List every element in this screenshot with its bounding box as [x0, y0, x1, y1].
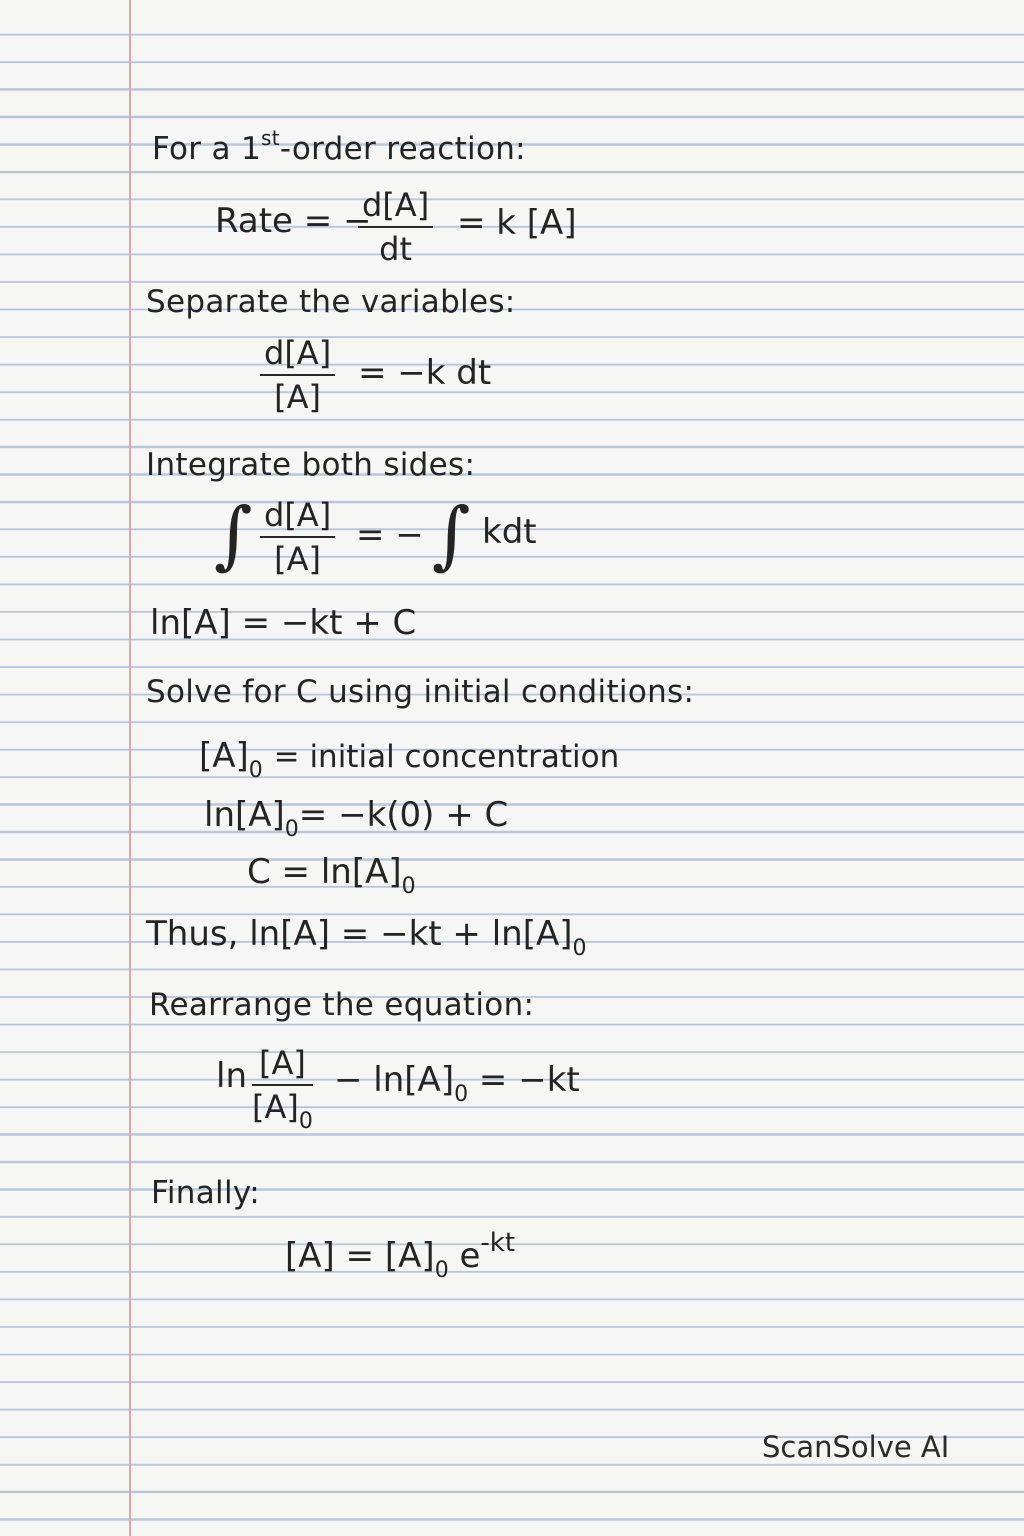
solve-label: Solve for C using initial conditions: [146, 674, 695, 710]
final-equation [285, 1228, 515, 1283]
general-solution: ln[A] = −kt + C [150, 603, 417, 643]
separate-frac-num: d[A] [260, 334, 335, 376]
heading-prefix: For a 1 [152, 131, 261, 167]
heading [152, 126, 526, 167]
integrate-mid: = − [356, 515, 424, 555]
final-a: [A] = [A] [285, 1236, 435, 1276]
rearrange-label: Rearrange the equation: [149, 987, 535, 1023]
rearrange-rhs-b: = −kt [478, 1060, 580, 1100]
final-sub: 0 [434, 1258, 449, 1283]
rearrange-frac-den-sub: 0 [298, 1109, 313, 1134]
integrate-frac-num: d[A] [260, 496, 335, 538]
solve-line-2-a: ln[A] [204, 795, 285, 835]
integrate-frac-den: [A] [274, 540, 322, 578]
watermark-logo: ScanSolve AI [762, 1430, 950, 1464]
integrate-rhs: kdt [482, 512, 537, 552]
rearrange-rhs-a: − ln[A] [334, 1060, 455, 1100]
solve-line-3-sub: 0 [401, 874, 416, 899]
rate-rhs: = k [A] [457, 203, 577, 243]
separate-frac-den: [A] [274, 378, 322, 416]
rate-frac-den: dt [379, 230, 413, 268]
rearrange-fraction [252, 1044, 313, 1134]
rearrange-frac-den [252, 1086, 313, 1134]
solve-line-3 [247, 852, 416, 899]
integral-sign-right: ∫ [432, 492, 471, 578]
solve-line-2 [204, 795, 508, 842]
rearrange-rhs-sub: 0 [454, 1082, 469, 1107]
thus-sub: 0 [572, 936, 587, 961]
rate-frac-num: d[A] [358, 186, 433, 228]
solve-line-1-sub: 0 [248, 758, 263, 783]
final-label: Finally: [151, 1175, 260, 1211]
solve-line-1-a: [A] [199, 736, 249, 776]
integral-sign-left: ∫ [214, 492, 253, 578]
solve-line-2-b: = −k(0) + C [298, 795, 509, 835]
rearrange-ln: ln [216, 1056, 247, 1096]
solve-line-1 [199, 736, 619, 783]
final-exp: -kt [480, 1228, 516, 1258]
rearrange-frac-den-a: [A] [252, 1088, 299, 1126]
solve-line-1-b: = initial concentration [273, 739, 620, 775]
solve-line-3-a: C = ln[A] [247, 852, 402, 892]
integrate-fraction [260, 496, 335, 578]
rate-lhs: Rate = − [215, 201, 372, 241]
separate-label: Separate the variables: [146, 284, 516, 320]
rearrange-rhs [334, 1060, 580, 1107]
integrate-label: Integrate both sides: [146, 447, 476, 483]
separate-rhs: = −k dt [358, 353, 492, 393]
heading-suffix: -order reaction: [279, 131, 526, 167]
solve-line-2-sub: 0 [284, 817, 299, 842]
heading-sup: st [260, 126, 280, 150]
rearrange-frac-num: [A] [252, 1044, 313, 1086]
margin-line [129, 0, 131, 1536]
separate-fraction [260, 334, 335, 416]
final-e: e [459, 1236, 481, 1276]
rate-fraction [358, 186, 433, 268]
thus-equation [146, 914, 586, 961]
thus-a: Thus, ln[A] = −kt + ln[A] [146, 914, 573, 954]
